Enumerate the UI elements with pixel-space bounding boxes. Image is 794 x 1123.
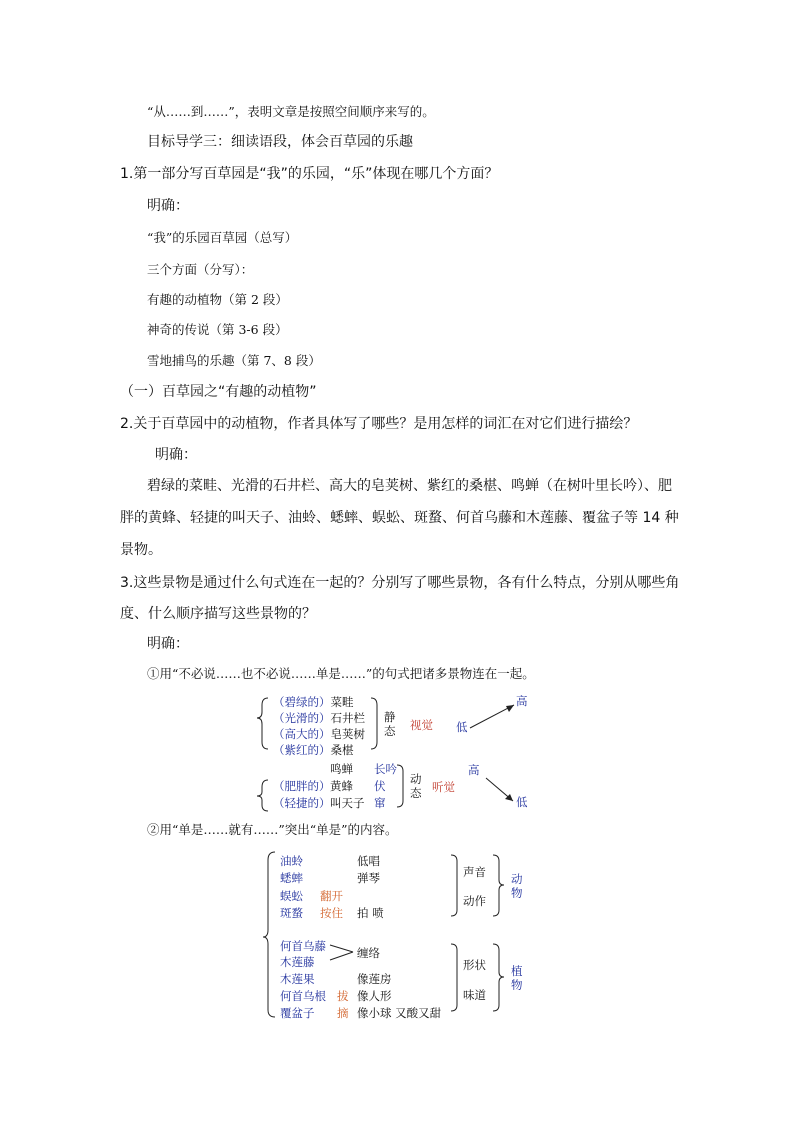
answer-line: 有趣的动植物（第 2 段）	[147, 292, 288, 307]
aspect-label: 声音	[463, 865, 486, 879]
plant-name: 何首乌藤	[280, 939, 326, 953]
answer-label: 明确：	[147, 636, 189, 652]
plant-desc: 像小球 又酸又甜	[357, 1006, 442, 1020]
text-line: “从……到……”，表明文章是按照空间顺序来写的。	[147, 104, 435, 119]
answer-label: 明确：	[147, 198, 189, 214]
adjective: （碧绿的）	[273, 695, 331, 709]
animal-name: 斑蝥	[280, 906, 303, 920]
answer-paragraph: 碧绿的菜畦、光滑的石井栏、高大的皂荚树、紫红的桑椹、鸣蝉（在树叶里长吟）、肥	[147, 478, 672, 494]
low-label: 低	[456, 720, 468, 734]
animal-name: 蟋蟀	[280, 871, 303, 885]
adjective: （肥胖的）	[273, 779, 331, 793]
plant-desc: 像人形	[357, 989, 392, 1003]
answer-line: 三个方面（分写）：	[147, 262, 254, 277]
scene-name: 石井栏	[330, 711, 365, 725]
plant-desc: 像莲房	[357, 972, 392, 986]
scene-name: 黄蜂	[330, 779, 353, 793]
animal-verb: 翻开	[320, 889, 343, 903]
static-label: 静态	[384, 710, 396, 738]
verb: 长吟	[374, 762, 397, 776]
scene-name: 鸣蝉	[330, 762, 353, 776]
animal-name: 蜈蚣	[280, 889, 303, 903]
category-animals: 动物	[511, 872, 523, 900]
animal-verb: 按住	[320, 906, 343, 920]
verb: 伏	[374, 779, 386, 793]
plant-name: 木莲果	[280, 972, 315, 986]
visual-sense: 视觉	[410, 718, 433, 732]
adjective: （高大的）	[273, 727, 331, 741]
high-label: 高	[468, 763, 480, 777]
question-2: 2.关于百草园中的动植物，作者具体写了哪些？是用怎样的词汇在对它们进行描绘？	[120, 416, 638, 432]
question-3: 3.这些景物是通过什么句式连在一起的？分别写了哪些景物，各有什么特点，分别从哪些角	[120, 575, 680, 591]
answer-line: 雪地捕鸟的乐趣（第 7、8 段）	[147, 353, 321, 368]
point-1: ①用“不必说……也不必说……单是……”的句式把诸多景物连在一起。	[147, 666, 535, 681]
answer-paragraph: 景物。	[120, 542, 162, 558]
question-1: 1.第一部分写百草园是“我”的乐园，“乐”体现在哪几个方面？	[120, 166, 499, 182]
scene-name: 菜畦	[330, 695, 354, 709]
aspect-label: 形状	[463, 958, 486, 972]
plant-verb: 拔	[337, 989, 349, 1003]
dynamic-label: 动态	[410, 772, 422, 800]
animal-desc: 拍 喷	[357, 906, 384, 920]
question-3: 度、什么顺序描写这些景物的？	[120, 606, 316, 622]
point-2: ②用“单是……就有……”突出“单是”的内容。	[147, 822, 398, 837]
answer-line: 神奇的传说（第 3-6 段）	[147, 322, 288, 337]
animal-desc: 低唱	[357, 854, 380, 868]
category-plants: 植物	[511, 964, 523, 992]
plant-name: 何首乌根	[280, 989, 326, 1003]
adjective: （光滑的）	[273, 711, 331, 725]
aspect-label: 动作	[463, 894, 486, 908]
auditory-sense: 听觉	[432, 780, 455, 794]
subsection-heading: （一）百草园之“有趣的动植物”	[120, 384, 317, 400]
low-label: 低	[516, 795, 528, 809]
plant-desc: 缠络	[357, 946, 380, 960]
plant-name: 木莲藤	[280, 955, 315, 969]
scene-name: 皂荚树	[330, 727, 365, 741]
plant-name: 覆盆子	[280, 1006, 315, 1020]
animal-desc: 弹琴	[357, 871, 380, 885]
verb: 窜	[374, 796, 386, 810]
adjective: （紫红的）	[273, 743, 331, 757]
adjective: （轻捷的）	[273, 796, 331, 810]
plant-verb: 摘	[337, 1006, 349, 1020]
section-heading: 目标导学三：细读语段，体会百草园的乐趣	[147, 134, 413, 150]
answer-paragraph: 胖的黄蜂、轻捷的叫天子、油蛉、蟋蟀、蜈蚣、斑蝥、何首乌藤和木莲藤、覆盆子等 14 种	[120, 510, 679, 526]
animal-name: 油蛉	[280, 854, 303, 868]
scene-name: 桑椹	[330, 743, 354, 757]
answer-label: 明确：	[155, 447, 197, 463]
aspect-label: 味道	[463, 988, 486, 1002]
high-label: 高	[516, 694, 528, 708]
answer-line: “我”的乐园百草园（总写）	[147, 230, 298, 245]
scene-name: 叫天子	[330, 796, 365, 810]
